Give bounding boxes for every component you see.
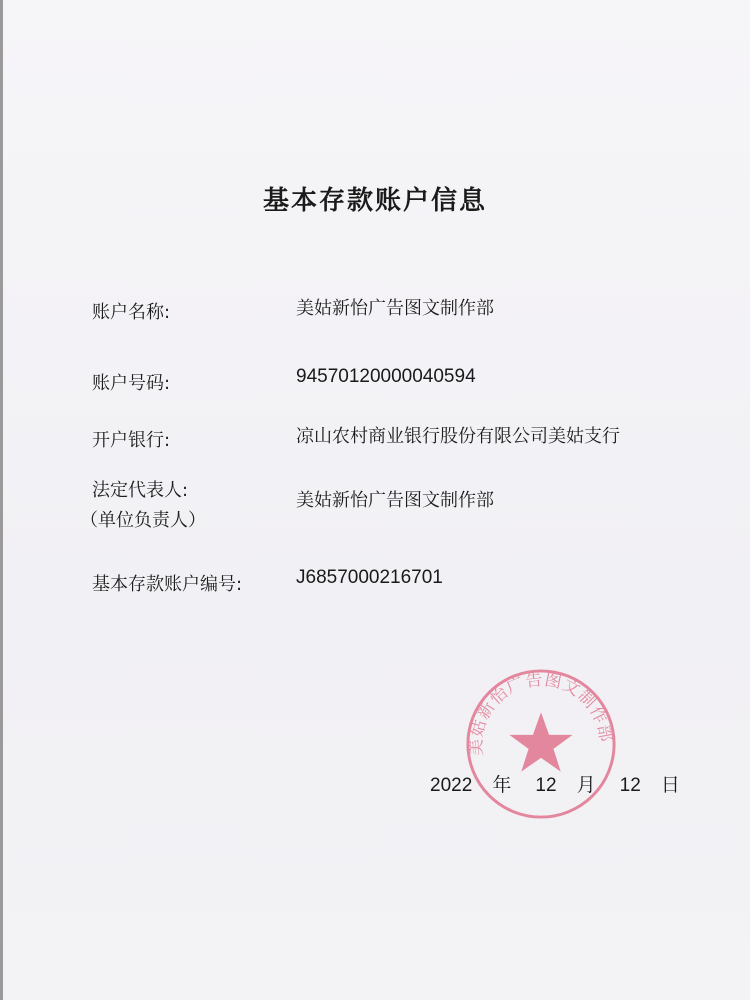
bank-label: 开户银行: xyxy=(92,430,171,451)
legal-rep-sublabel: （单位负责人） xyxy=(80,510,206,531)
date-day: 12 xyxy=(619,775,641,796)
company-seal xyxy=(462,665,620,823)
scan-edge xyxy=(0,0,3,1000)
date xyxy=(430,770,680,797)
basic-account-no-value: J6857000216701 xyxy=(296,567,443,588)
date-day-unit: 日 xyxy=(660,774,680,796)
account-number-label: 账户号码: xyxy=(92,373,171,394)
account-name-label: 账户名称: xyxy=(92,302,171,323)
date-month: 12 xyxy=(535,775,557,796)
basic-account-no-label: 基本存款账户编号: xyxy=(92,574,243,595)
seal-star xyxy=(509,712,572,771)
date-year: 2022 xyxy=(430,775,473,796)
legal-rep-value: 美姑新怡广告图文制作部 xyxy=(296,490,494,511)
seal-text: 美姑新怡广告图文制作部 xyxy=(465,668,617,757)
date-month-unit: 月 xyxy=(576,774,596,796)
date-year-unit: 年 xyxy=(492,774,512,796)
account-name-value: 美姑新怡广告图文制作部 xyxy=(296,298,494,319)
account-number-value: 94570120000040594 xyxy=(296,366,476,387)
page-title: 基本存款账户信息 xyxy=(262,186,487,216)
bank-value: 凉山农村商业银行股份有限公司美姑支行 xyxy=(296,426,620,447)
legal-rep-label: 法定代表人: xyxy=(92,480,189,501)
